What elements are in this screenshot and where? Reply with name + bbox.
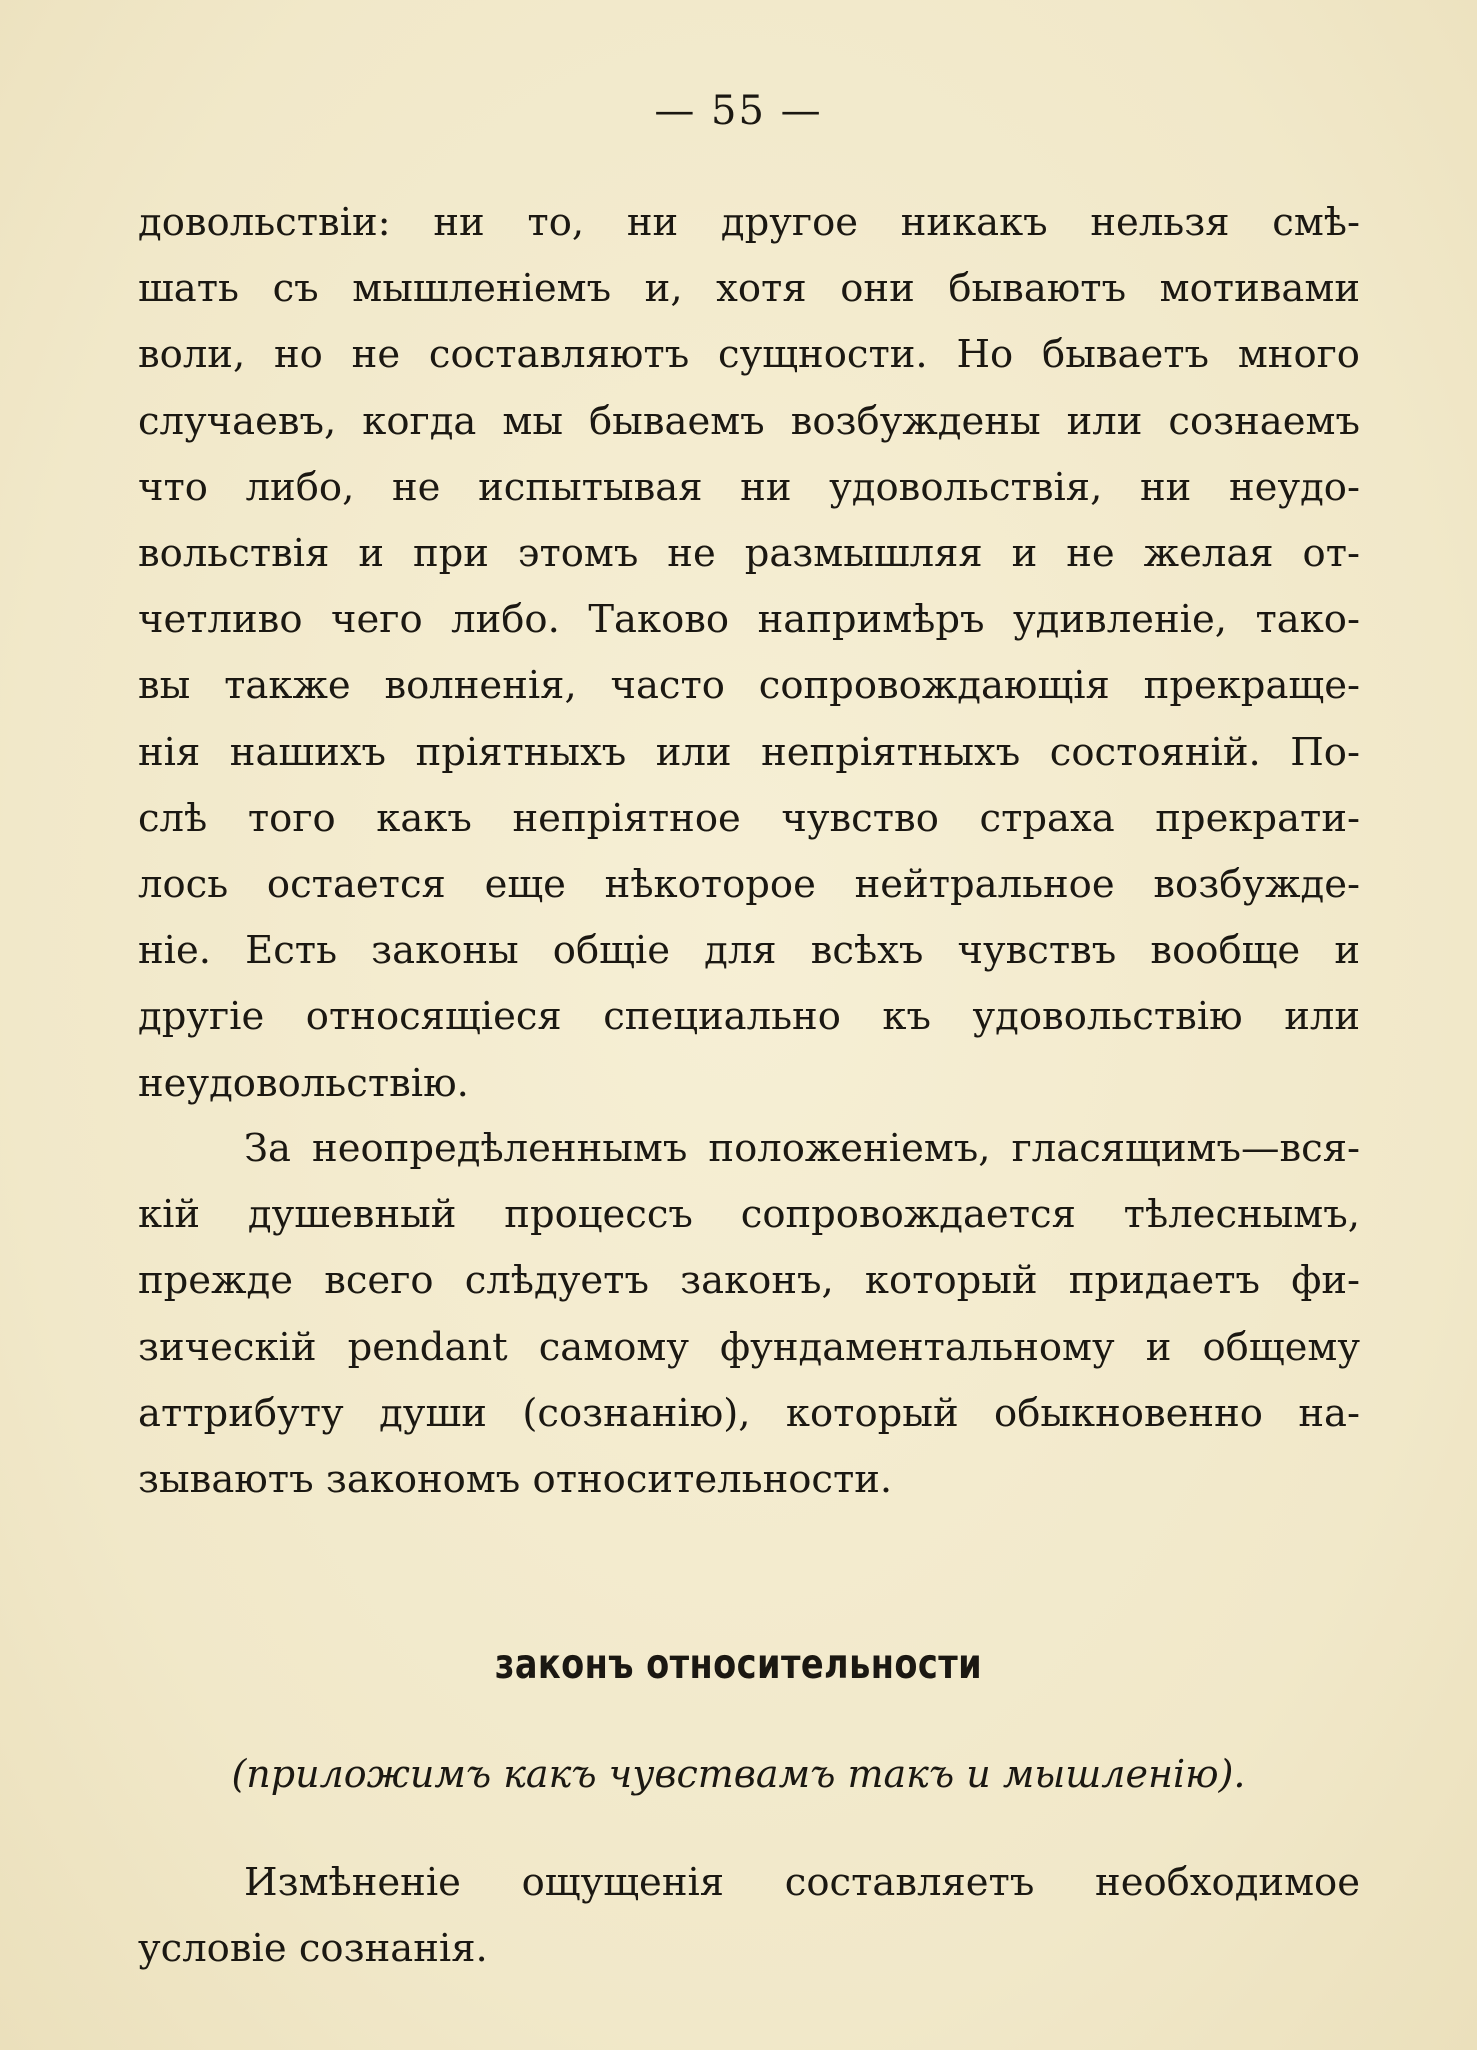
text-line: условiе сознанiя. — [138, 1926, 488, 1972]
section-subheading: (приложимъ какъ чувствамъ такъ и мышленiю). — [231, 1752, 1246, 1796]
text-line: зическiй pendant самому фундаментальному и общему — [138, 1324, 1360, 1370]
text-line: четливо чего либо. Таково напримѣръ удивленiе, тако- — [138, 597, 1360, 643]
paragraph-2 — [138, 1116, 1360, 1513]
text-line: прежде всего слѣдуетъ законъ, который придаетъ фи- — [138, 1258, 1360, 1304]
section-heading: законъ относительности — [494, 1640, 983, 1688]
text-line: вольствiя и при этомъ не размышляя и не желая от- — [138, 531, 1360, 577]
text-line: лось остается еще нѣкоторое нейтральное возбужде- — [138, 862, 1360, 908]
text-line: шать съ мышленiемъ и, хотя они бываютъ мотивами — [138, 266, 1360, 312]
page-number: — 55 — — [654, 88, 823, 134]
paragraph-1 — [138, 190, 1360, 1117]
text-line: кiй душевный процессъ сопровождается тѣлеснымъ, — [138, 1192, 1360, 1238]
text-line: аттрибуту души (сознанiю), который обыкновенно на- — [138, 1390, 1360, 1436]
text-line: воли, но не составляютъ сущности. Но бываетъ много — [138, 332, 1360, 378]
text-line: вы также волненiя, часто сопровождающiя прекраще- — [138, 663, 1360, 709]
text-line: неудовольствiю. — [138, 1060, 469, 1106]
text-line: что либо, не испытывая ни удовольствiя, ни неудо- — [138, 464, 1360, 510]
text-line: зываютъ закономъ относительности. — [138, 1457, 893, 1503]
text-line: нiе. Есть законы общiе для всѣхъ чувствъ вообще и — [138, 928, 1360, 974]
text-line: Измѣненiе ощущенiя составляетъ необходимое — [244, 1860, 1360, 1905]
text-line: случаевъ, когда мы бываемъ возбуждены или сознаемъ — [138, 398, 1360, 444]
text-line: нiя нашихъ прiятныхъ или непрiятныхъ состоянiй. По- — [138, 729, 1360, 775]
text-line: слѣ того какъ непрiятное чувство страха прекрати- — [138, 795, 1360, 841]
paragraph-3 — [138, 1850, 1360, 1982]
text-line: довольствiи: ни то, ни другое никакъ нельзя смѣ- — [138, 200, 1360, 245]
text-line: За неопредѣленнымъ положенiемъ, гласящимъ—вся- — [244, 1126, 1360, 1171]
text-line: другiе относящiеся специально къ удовольствiю или — [138, 994, 1360, 1040]
